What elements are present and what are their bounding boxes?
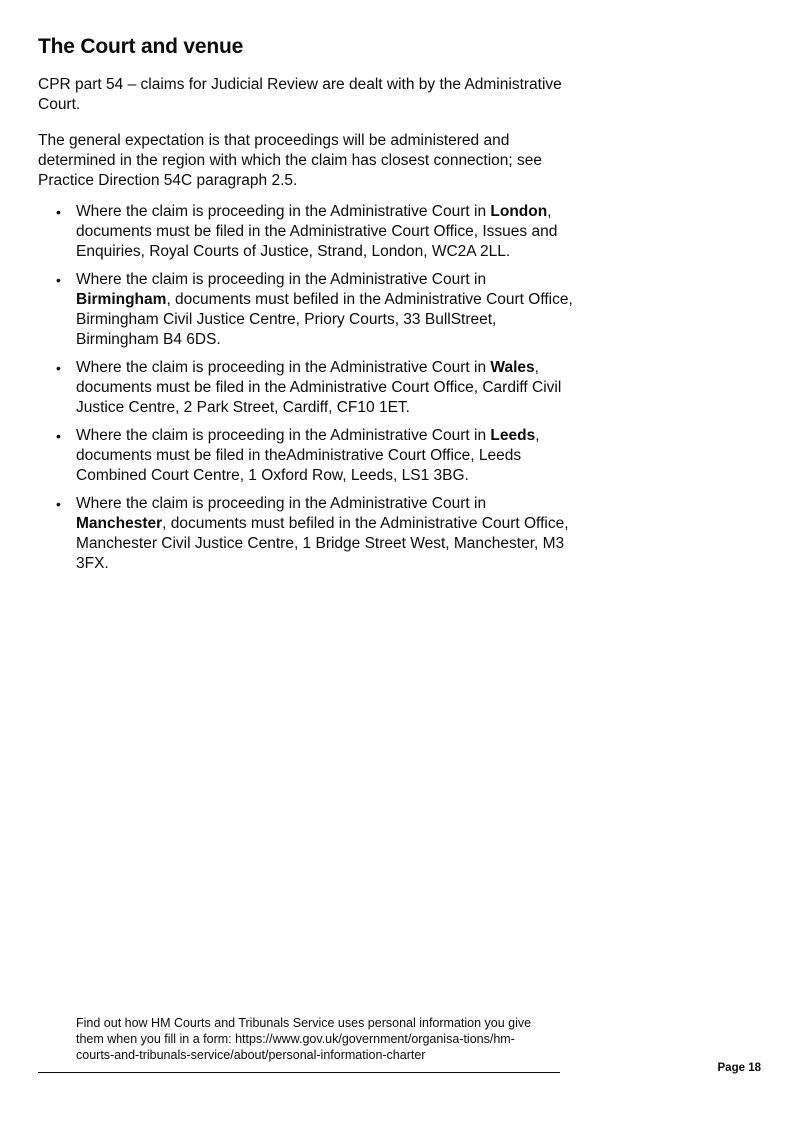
section-heading: The Court and venue: [38, 35, 244, 58]
venue-detail-text: , documents must be filed in theAdministrative Court Office, Leeds Combined Court Centre, 1 Oxford Row, Leeds, LS1 3BG.: [76, 427, 540, 484]
intro-paragraph: CPR part 54 – claims for Judicial Review are dealt with by the Administrative Court.: [38, 76, 562, 113]
venue-intro-text: Where the claim is proceeding in the Administrative Court in: [76, 495, 487, 512]
venue-detail-text: , documents must be filed in the Administrative Court Office, Cardiff Civil Justice Centre, 2 Park Street, Cardiff, CF10 1ET.: [76, 359, 562, 416]
venue-intro-text: Where the claim is proceeding in the Administrative Court in: [76, 427, 491, 444]
bullet-icon: •: [56, 496, 61, 512]
list-item: [38, 202, 578, 262]
venue-detail-text: , documents must befiled in the Administrative Court Office, Birmingham Civil Justice Centre, Priory Courts, 33 BullStreet, Birmingham B4 6DS.: [76, 291, 573, 348]
venue-place-name: Wales: [490, 359, 535, 376]
bullet-icon: •: [56, 360, 61, 376]
footer-divider: [38, 1072, 560, 1073]
list-item: [38, 270, 578, 350]
list-item: [38, 494, 578, 574]
venue-detail-text: , documents must befiled in the Administrative Court Office, Manchester Civil Justice Centre, 1 Bridge Street West, Manchester, M3 3FX.: [76, 515, 569, 572]
venue-intro-text: Where the claim is proceeding in the Administrative Court in: [76, 203, 491, 220]
venue-detail-text: , documents must be filed in the Administrative Court Office, Issues and Enquiries, Royal Courts of Justice, Strand, London, WC2A 2LL.: [76, 203, 558, 260]
list-item: [38, 426, 578, 486]
bullet-icon: •: [56, 428, 61, 444]
expectation-paragraph: The general expectation is that proceedings will be administered and determined in the region with which the claim has closest connection; see Practice Direction 54C paragraph 2.5.: [38, 132, 543, 189]
bullet-icon: •: [56, 204, 61, 220]
venue-place-name: London: [490, 203, 548, 220]
venue-place-name: Leeds: [490, 427, 536, 444]
page-number: Page 18: [717, 1062, 761, 1074]
personal-information-footnote: Find out how HM Courts and Tribunals Service uses personal information you give them when you fill in a form: https://www.gov.uk/government/organisa-tions/hm-courts-and-tribunals-service/about/personal-information-charter: [76, 1016, 532, 1062]
venue-intro-text: Where the claim is proceeding in the Administrative Court in: [76, 271, 487, 288]
venue-place-name: Birmingham: [76, 291, 167, 308]
venue-list: [38, 202, 578, 582]
bullet-icon: •: [56, 272, 61, 288]
venue-place-name: Manchester: [76, 515, 163, 532]
venue-intro-text: Where the claim is proceeding in the Administrative Court in: [76, 359, 491, 376]
list-item: [38, 358, 578, 418]
